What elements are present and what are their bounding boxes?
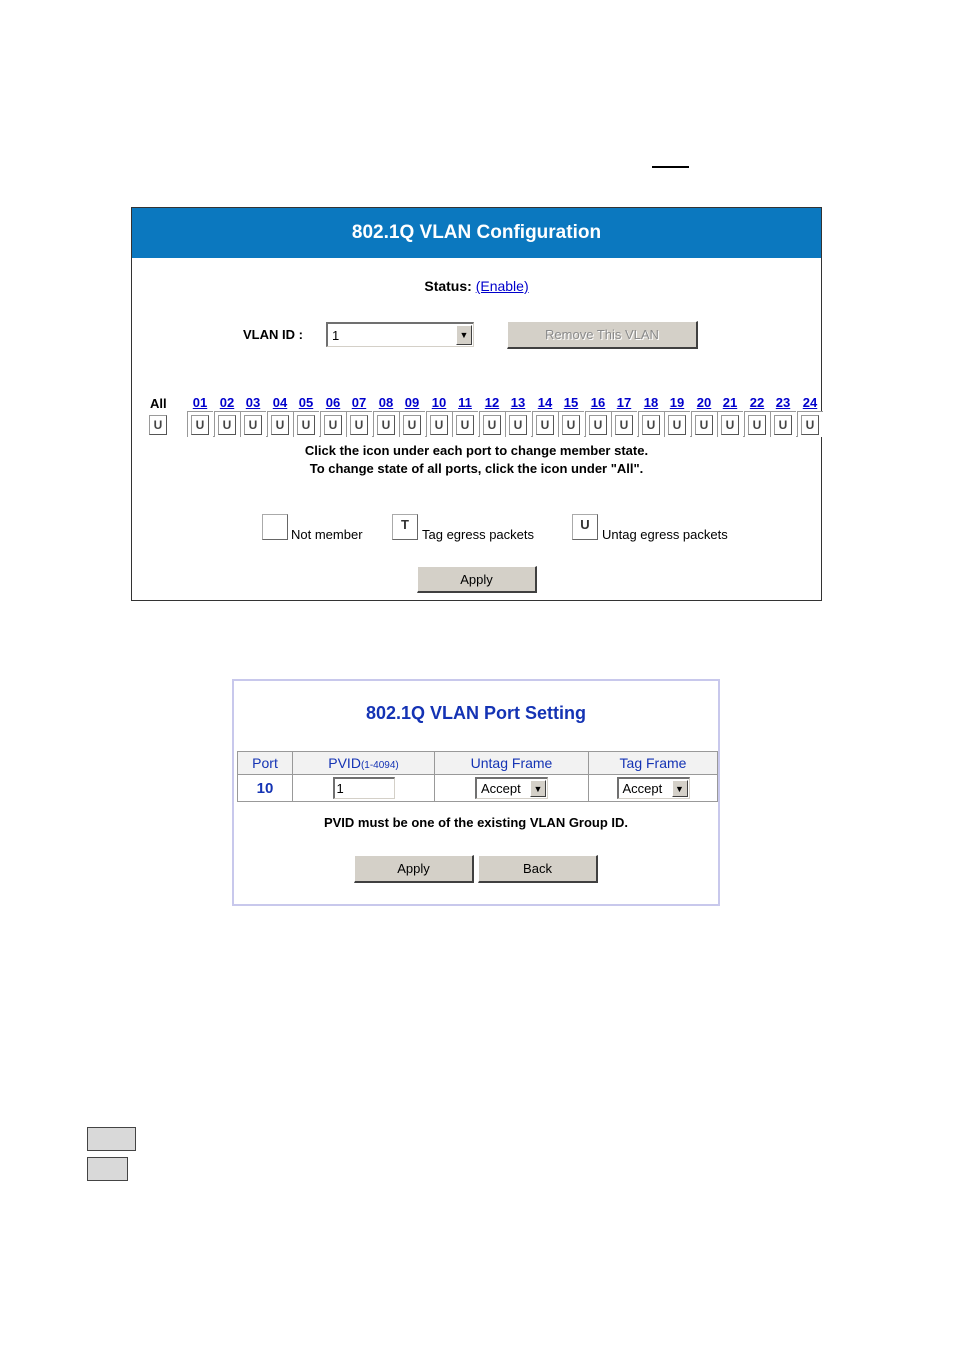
untag-state-icon: U [748,415,766,435]
pvid-input[interactable]: 1 [333,777,395,799]
pvid-cell [293,775,435,802]
untag-state-icon: U [721,415,739,435]
port-label-18[interactable]: 18 [643,395,659,410]
pvid-note: PVID must be one of the existing VLAN Group ID. [323,815,629,830]
col-tag-frame: Tag Frame [589,752,718,775]
chevron-down-icon[interactable]: ▼ [456,325,472,345]
port-state-toggle-13[interactable] [505,411,531,437]
port-label-13[interactable]: 13 [510,395,526,410]
untag-state-icon: U [403,415,421,435]
untag-state-icon: U [350,415,368,435]
untag-state-icon: U [271,415,289,435]
untag-state-icon: U [801,415,819,435]
port-label-07[interactable]: 07 [351,395,367,410]
untag-state-icon: U [695,415,713,435]
port-state-toggle-09[interactable] [399,411,425,437]
legend-not-member: Not member [291,527,363,542]
all-label: All [150,396,167,411]
port-label-17[interactable]: 17 [616,395,632,410]
remove-vlan-button[interactable]: Remove This VLAN [507,321,698,349]
port-number: 10 [256,779,274,797]
port-state-toggle-15[interactable] [558,411,584,437]
untag-state-icon: U [642,415,660,435]
port-label-22[interactable]: 22 [749,395,765,410]
port-state-toggle-20[interactable] [691,411,717,437]
tag-frame-value: Accept [622,781,663,796]
untag-state-icon: U [149,415,167,435]
port-state-toggle-11[interactable] [452,411,478,437]
port-state-toggle-10[interactable] [426,411,452,437]
port-state-toggle-02[interactable] [214,411,240,437]
port-label-02[interactable]: 02 [219,395,235,410]
port-state-toggle-04[interactable] [267,411,293,437]
untag-state-icon: U [456,415,474,435]
instruction-line-2: To change state of all ports, click the icon under "All". [309,461,644,476]
port-state-toggle-21[interactable] [717,411,743,437]
port-setting-title: 802.1Q VLAN Port Setting [365,703,587,723]
col-untag-frame: Untag Frame [435,752,589,775]
port-label-23[interactable]: 23 [775,395,791,410]
port-state-toggle-23[interactable] [770,411,796,437]
tag-icon: T [392,514,418,540]
chevron-down-icon[interactable]: ▼ [530,780,546,797]
untag-state-icon: U [244,415,262,435]
port-state-toggle-12[interactable] [479,411,505,437]
untag-icon: U [572,514,598,540]
vlan-id-label: VLAN ID : [243,327,303,342]
port-state-toggle-22[interactable] [744,411,770,437]
port-label-08[interactable]: 08 [378,395,394,410]
untag-state-icon: U [615,415,633,435]
untag-state-icon: U [562,415,580,435]
port-setting-table [237,751,718,802]
status-enable-link[interactable]: (Enable) [475,278,529,294]
port-label-04[interactable]: 04 [272,395,288,410]
untag-state-icon: U [536,415,554,435]
untag-frame-select[interactable] [475,777,548,799]
port-label-20[interactable]: 20 [696,395,712,410]
untag-state-icon: U [324,415,342,435]
port-state-toggle-07[interactable] [346,411,372,437]
port-state-toggle-18[interactable] [638,411,664,437]
port-label-06[interactable]: 06 [325,395,341,410]
vlan-id-value: 1 [332,327,340,343]
port-label-09[interactable]: 09 [404,395,420,410]
status-label: Status: [424,278,472,294]
port-label-05[interactable]: 05 [298,395,314,410]
port-label-03[interactable]: 03 [245,395,261,410]
pvid-range: (1-4094) [360,760,399,771]
table-row [238,775,718,802]
port-state-toggle-16[interactable] [585,411,611,437]
all-state-toggle[interactable] [146,412,172,438]
not-member-icon [262,514,288,540]
vlan-config-panel [131,207,822,601]
port-state-toggle-19[interactable] [664,411,690,437]
untag-state-icon: U [430,415,448,435]
untag-state-icon: U [774,415,792,435]
untag-frame-value: Accept [481,781,521,796]
untag-state-icon: U [668,415,686,435]
port-state-toggle-17[interactable] [611,411,637,437]
tag-cell [589,775,718,802]
vlan-config-title: 802.1Q VLAN Configuration [132,208,821,258]
vlan-id-select[interactable] [326,322,474,347]
apply-button[interactable]: Apply [417,566,537,593]
gray-box-2 [87,1157,128,1181]
untag-state-icon: U [589,415,607,435]
port-label-19[interactable]: 19 [669,395,685,410]
port-state-toggle-06[interactable] [320,411,346,437]
untag-state-icon: U [297,415,315,435]
instruction-line-1: Click the icon under each port to change member state. [304,443,649,458]
port-setting-panel [232,679,720,906]
untag-state-icon: U [191,415,209,435]
port-label-15[interactable]: 15 [563,395,579,410]
back-button[interactable]: Back [478,855,598,883]
port-state-toggle-14[interactable] [532,411,558,437]
port-label-11[interactable]: 11 [458,395,472,410]
port-state-toggle-01[interactable] [187,411,213,437]
port-label-10[interactable]: 10 [431,395,447,410]
untag-state-icon: U [483,415,501,435]
port-label-12[interactable]: 12 [484,395,500,410]
port-apply-button[interactable]: Apply [354,855,474,883]
port-label-14[interactable]: 14 [537,395,553,410]
untag-state-icon: U [509,415,527,435]
port-label-24[interactable]: 24 [802,395,818,410]
col-pvid: PVID(1-4094) [293,752,435,775]
port-label-01[interactable]: 01 [192,395,208,410]
port-label-16[interactable]: 16 [590,395,606,410]
untag-state-icon: U [377,415,395,435]
port-label-21[interactable]: 21 [722,395,738,410]
chevron-down-icon[interactable]: ▼ [672,780,688,797]
port-state-toggle-03[interactable] [240,411,266,437]
legend-tag: Tag egress packets [422,527,535,542]
untag-cell [435,775,589,802]
legend-untag: Untag egress packets [602,527,728,542]
gray-box-1 [87,1127,136,1151]
status-row [132,278,821,294]
port-state-toggle-24[interactable] [797,411,823,437]
port-state-toggle-08[interactable] [373,411,399,437]
port-cell [238,775,293,802]
tag-frame-select[interactable] [617,777,690,799]
col-port: Port [238,752,293,775]
table-header-row [238,752,718,775]
untag-state-icon: U [218,415,236,435]
underline-mark [652,166,689,168]
port-state-toggle-05[interactable] [293,411,319,437]
